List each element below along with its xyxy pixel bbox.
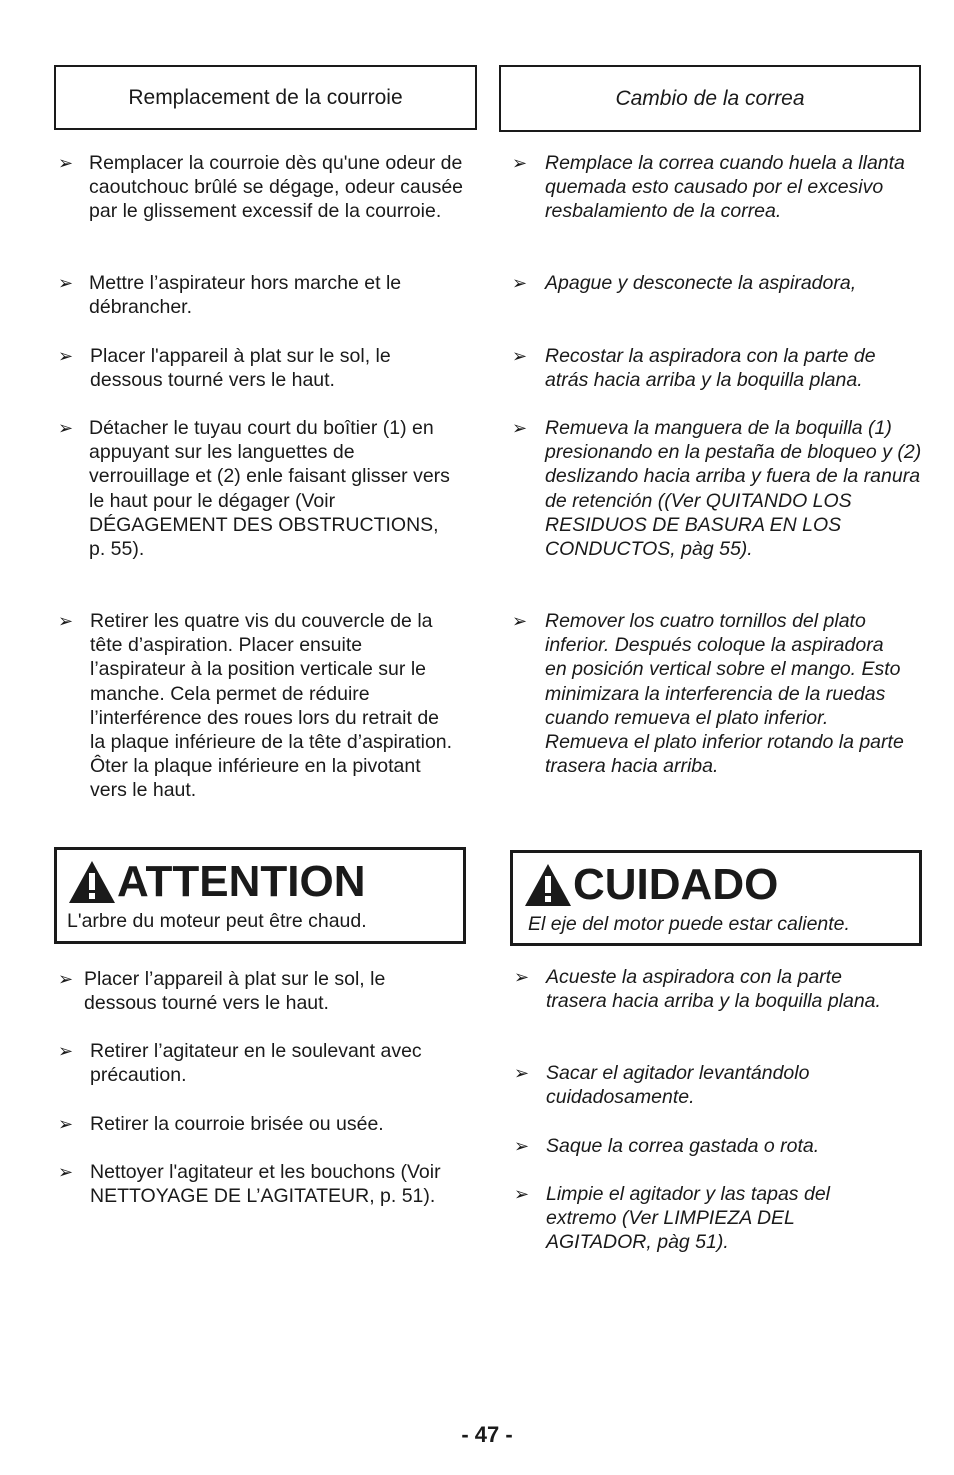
fr-step-4: ➢ Détacher le tuyau court du boîtier (1) en appuyant sur les languettes de verrouillage et (2) enle faisant glisser vers le haut pour le dégager (Voir DÉGAGEMENT DES OBSTRUCTIONS, p. 55). [58, 417, 450, 561]
fr-section-title: Remplacement de la courroie [128, 85, 403, 109]
es-step-4: ➢ Remueva la manguera de la boquilla (1) presionando en la pestaña de bloqueo y (2) deslizando hacia arriba y fuera de la ranura de retención ((Ver QUITANDO LOS RESIDUOS DE BASURA EN LOS CONDUCTOS, pàg 55). [512, 417, 922, 561]
fr-step-8: ➢ Retirer la courroie brisée ou usée. [58, 1113, 384, 1135]
es-step-9: ➢ Limpie el agitador y las tapas del extremo (Ver LIMPIEZA DEL AGITADOR, pàg 51). [514, 1183, 830, 1254]
fr-warning-title: ATTENTION [117, 857, 366, 906]
fr-step-5: ➢ Retirer les quatre vis du couvercle de la tête d’aspiration. Placer ensuite l’aspirateur à la position verticale sur le manche. Cela permet de réduire l’interférence des roues lors du retrait de la plaque inférieure de la tête d’aspiration. Ôter la plaque inférieure en la pivotant vers le haut. [58, 610, 453, 802]
es-step-5: ➢ Remover los cuatro tornillos del plato inferior. Después coloque la aspiradora en posición vertical sobre el mango. Esto minimizara la interferencia de la ruedas cuando remueva el plato inferior. Remueva el plato inferior rotando la parte trasera hacia arriba. [512, 610, 904, 778]
bullet-arrow-icon: ➢ [58, 1041, 74, 1061]
warning-triangle-icon [523, 862, 573, 908]
es-warning-title: CUIDADO [573, 860, 779, 909]
fr-step-6: ➢ Placer l’appareil à plat sur le sol, le dessous tourné vers le haut. [58, 968, 386, 1015]
bullet-arrow-icon: ➢ [514, 1136, 530, 1156]
bullet-arrow-icon: ➢ [58, 153, 74, 173]
bullet-arrow-icon: ➢ [58, 969, 74, 989]
fr-step-1: ➢ Remplacer la courroie dès qu'une odeur de caoutchouc brûlé se dégage, odeur causée par le glissement excessif de la courroie. [58, 152, 464, 223]
fr-step-3: ➢ Placer l'appareil à plat sur le sol, le dessous tourné vers le haut. [58, 345, 391, 392]
bullet-arrow-icon: ➢ [514, 1063, 530, 1083]
es-step-3: ➢ Recostar la aspiradora con la parte de atrás hacia arriba y la boquilla plana. [512, 345, 876, 392]
bullet-arrow-icon: ➢ [512, 611, 528, 631]
bullet-arrow-icon: ➢ [512, 153, 528, 173]
warning-triangle-icon [67, 859, 117, 905]
bullet-arrow-icon: ➢ [512, 418, 528, 438]
fr-warning-head [67, 854, 366, 910]
es-warning-text: El eje del motor puede estar caliente. [528, 913, 850, 935]
es-warning-head [523, 857, 778, 913]
bullet-arrow-icon: ➢ [514, 1184, 530, 1204]
fr-warning-text: L'arbre du moteur peut être chaud. [67, 910, 367, 932]
bullet-arrow-icon: ➢ [512, 273, 528, 293]
fr-warning-box [54, 847, 466, 944]
bullet-arrow-icon: ➢ [58, 611, 74, 631]
fr-step-2: ➢ Mettre l’aspirateur hors marche et le débrancher. [58, 272, 402, 319]
page-number: - 47 - [461, 1422, 513, 1447]
bullet-arrow-icon: ➢ [58, 1162, 74, 1182]
es-step-6: ➢ Acueste la aspiradora con la parte trasera hacia arriba y la boquilla plana. [514, 966, 881, 1013]
es-section-title: Cambio de la correa [615, 86, 805, 110]
bullet-arrow-icon: ➢ [512, 346, 528, 366]
es-step-7: ➢ Sacar el agitador levantándolo cuidadosamente. [514, 1062, 810, 1109]
es-step-8: ➢ Saque la correa gastada o rota. [514, 1135, 820, 1157]
es-step-1: ➢ Remplace la correa cuando huela a llanta quemada esto causado por el excesivo resbalamiento de la correa. [512, 152, 905, 223]
bullet-arrow-icon: ➢ [58, 418, 74, 438]
bullet-arrow-icon: ➢ [58, 273, 74, 293]
bullet-arrow-icon: ➢ [58, 1114, 74, 1134]
es-warning-box [510, 850, 922, 946]
es-step-2: ➢ Apague y desconecte la aspiradora, [512, 272, 857, 294]
bullet-arrow-icon: ➢ [514, 967, 530, 987]
es-section-header [499, 65, 921, 132]
fr-step-7: ➢ Retirer l’agitateur en le soulevant avec précaution. [58, 1040, 422, 1087]
fr-section-header [54, 65, 477, 130]
bullet-arrow-icon: ➢ [58, 346, 74, 366]
fr-step-9: ➢ Nettoyer l'agitateur et les bouchons (Voir NETTOYAGE DE L’AGITATEUR, p. 51). [58, 1161, 441, 1208]
